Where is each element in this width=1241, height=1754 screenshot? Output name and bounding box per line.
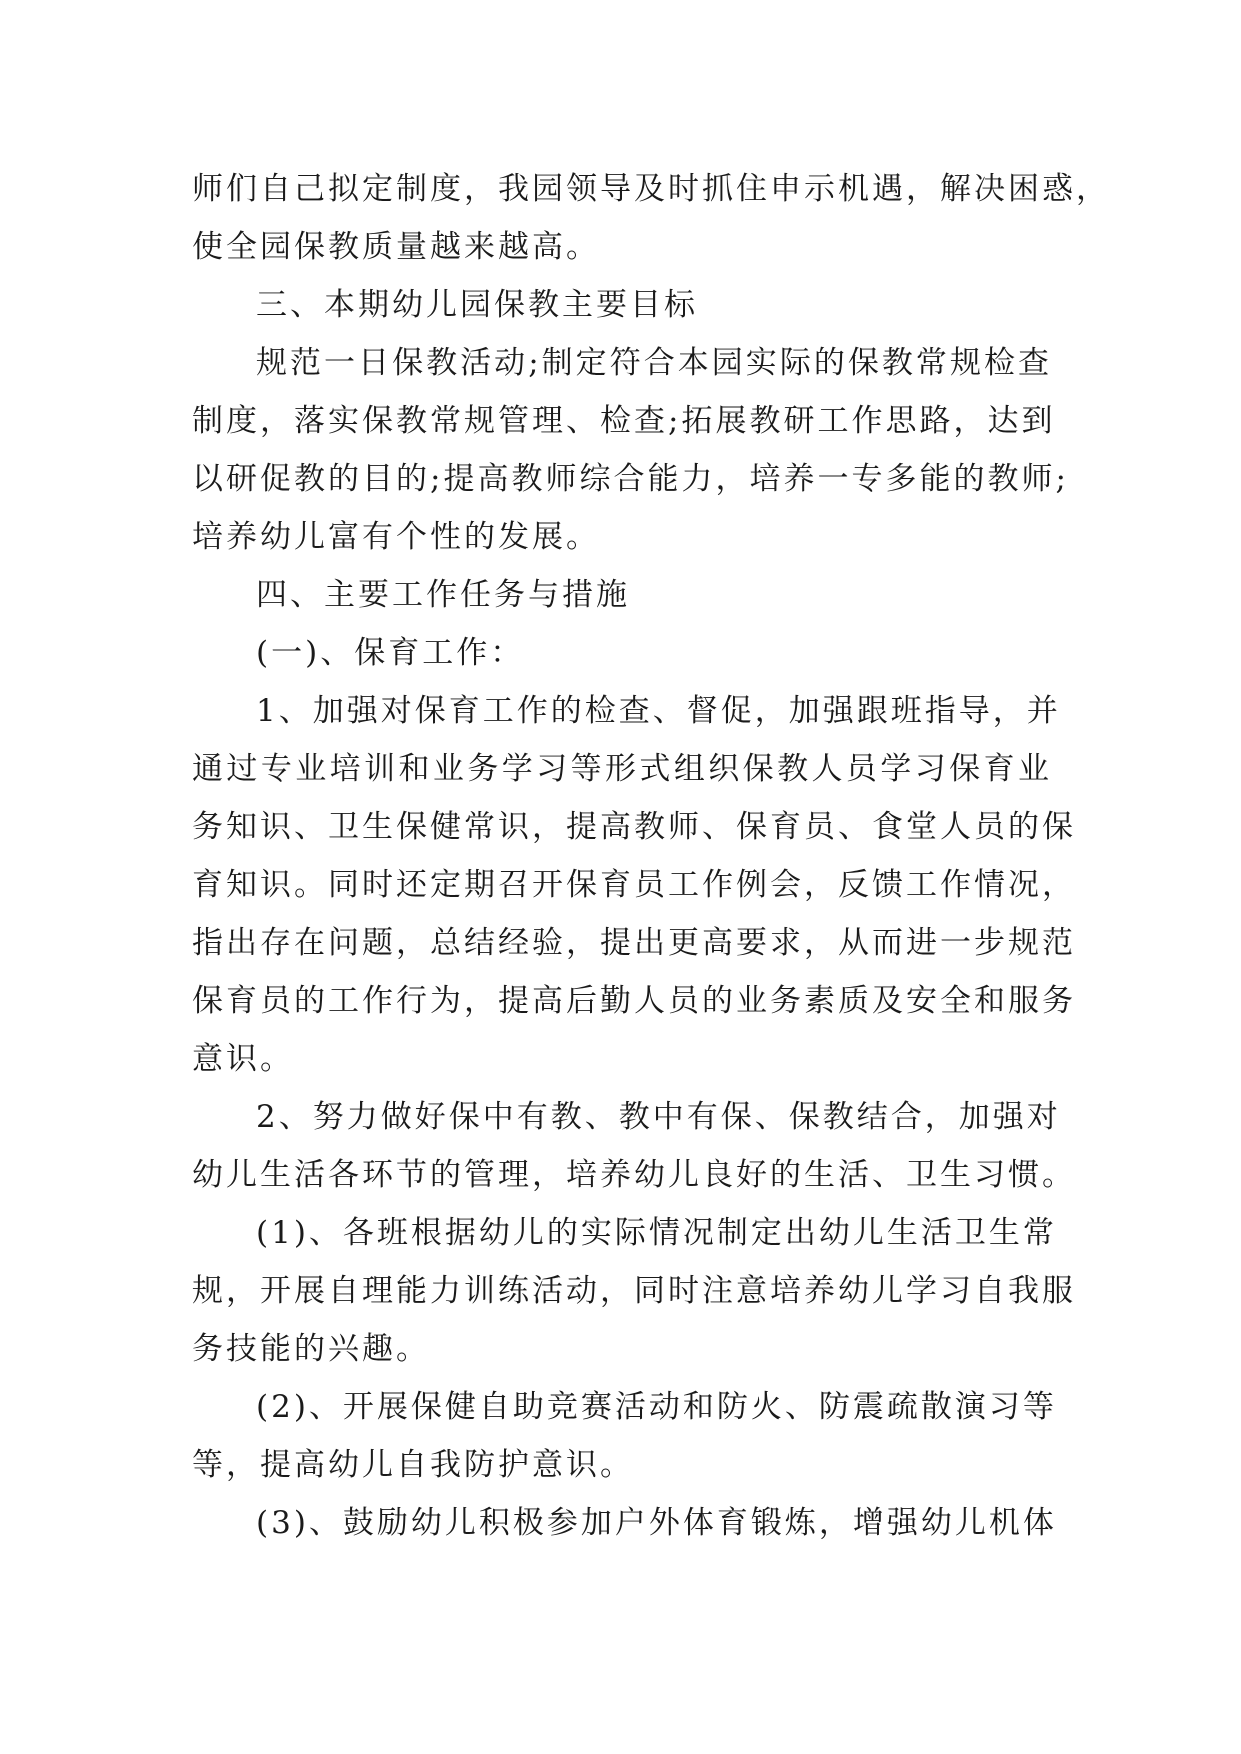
text-line: (1)、各班根据幼儿的实际情况制定出幼儿生活卫生常 xyxy=(256,1215,1057,1251)
paragraph xyxy=(192,1378,1057,1494)
paragraph xyxy=(192,1088,1076,1204)
text-line: 通过专业培训和业务学习等形式组织保教人员学习保育业 xyxy=(192,751,1052,787)
text-line: 培养幼儿富有个性的发展。 xyxy=(192,519,600,555)
paragraph xyxy=(192,624,1052,682)
text-line: (2)、开展保健自助竞赛活动和防火、防震疏散演习等 xyxy=(256,1389,1057,1425)
text-line: 三、本期幼儿园保教主要目标 xyxy=(256,287,698,323)
text-line: 制度，落实保教常规管理、检查;拓展教研工作思路，达到 xyxy=(192,403,1056,439)
text-line: 幼儿生活各环节的管理，培养幼儿良好的生活、卫生习惯。 xyxy=(192,1157,1076,1193)
text-line: 四、主要工作任务与措施 xyxy=(256,577,630,613)
text-line: (一)、保育工作： xyxy=(256,635,525,671)
text-line: 务技能的兴趣。 xyxy=(192,1331,430,1367)
text-line: 规范一日保教活动;制定符合本园实际的保教常规检查 xyxy=(256,345,1052,381)
text-line: 意识。 xyxy=(192,1041,294,1077)
text-line: 保育员的工作行为，提高后勤人员的业务素质及安全和服务 xyxy=(192,983,1076,1019)
text-line: 2、努力做好保中有教、教中有保、保教结合，加强对 xyxy=(256,1099,1061,1135)
text-line: 指出存在问题，总结经验，提出更高要求，从而进一步规范 xyxy=(192,925,1076,961)
text-line: (3)、鼓励幼儿积极参加户外体育锻炼，增强幼儿机体 xyxy=(256,1505,1057,1541)
text-line: 规，开展自理能力训练活动，同时注意培养幼儿学习自我服 xyxy=(192,1273,1076,1309)
paragraph xyxy=(192,1204,1076,1378)
text-line: 等，提高幼儿自我防护意识。 xyxy=(192,1447,634,1483)
paragraph xyxy=(192,334,1069,566)
paragraph xyxy=(192,682,1076,1088)
paragraph xyxy=(192,160,1110,276)
text-line: 务知识、卫生保健常识，提高教师、保育员、食堂人员的保 xyxy=(192,809,1076,845)
document-body xyxy=(192,160,1110,1552)
text-line: 育知识。同时还定期召开保育员工作例会，反馈工作情况， xyxy=(192,867,1076,903)
text-line: 以研促教的目的;提高教师综合能力，培养一专多能的教师; xyxy=(192,461,1069,497)
paragraph xyxy=(192,276,1052,334)
text-line: 使全园保教质量越来越高。 xyxy=(192,229,600,265)
text-line: 1、加强对保育工作的检查、督促，加强跟班指导，并 xyxy=(256,693,1061,729)
paragraph xyxy=(192,566,1052,624)
text-line: 师们自己拟定制度，我园领导及时抓住申示机遇，解决困惑， xyxy=(192,171,1110,207)
paragraph xyxy=(192,1494,1057,1552)
